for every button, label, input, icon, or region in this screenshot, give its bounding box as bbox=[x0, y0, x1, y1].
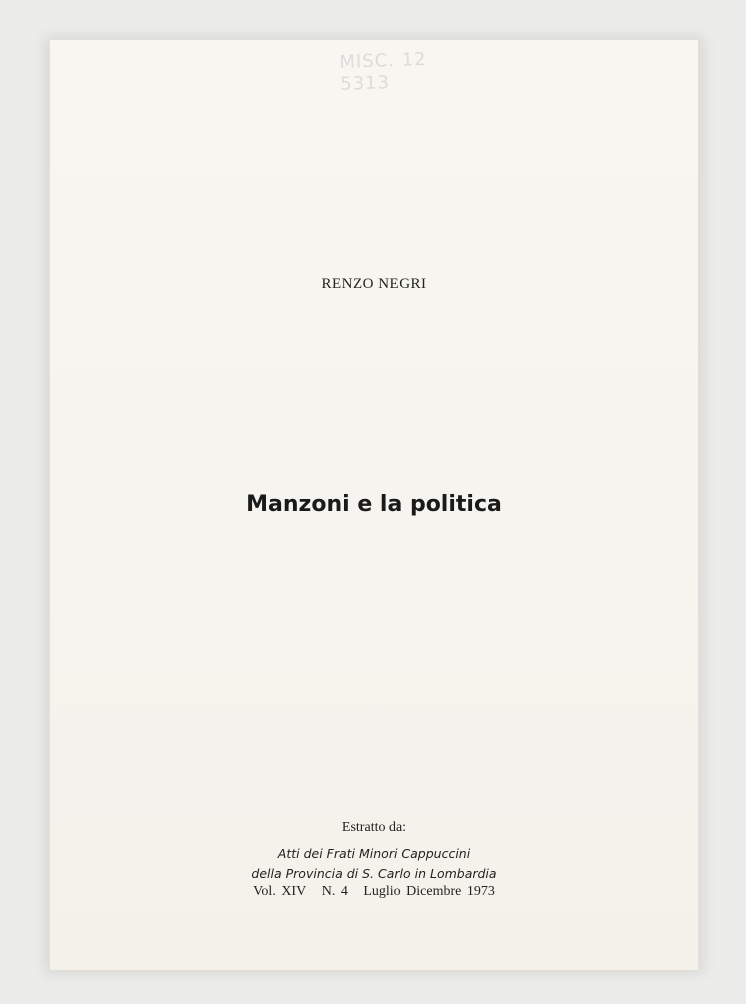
pencil-annotation-line-1: MISC. 12 bbox=[339, 48, 427, 73]
issue-number: N. 4 bbox=[321, 884, 348, 899]
author-name: RENZO NEGRI bbox=[321, 276, 427, 292]
extract-label: Estratto da: bbox=[341, 820, 407, 835]
volume-info bbox=[50, 884, 698, 900]
document-cover bbox=[50, 40, 698, 970]
pencil-annotation bbox=[339, 40, 681, 112]
volume-number: Vol. XIV bbox=[253, 884, 307, 899]
source-line-1: Atti dei Frati Minori Cappuccini bbox=[277, 846, 471, 861]
pencil-annotation-line-2: 5313 bbox=[339, 72, 391, 95]
document-title: Manzoni e la politica bbox=[246, 492, 502, 517]
source-line-2: della Provincia di S. Carlo in Lombardia bbox=[251, 866, 497, 881]
issue-period: Luglio Dicembre 1973 bbox=[363, 884, 495, 899]
